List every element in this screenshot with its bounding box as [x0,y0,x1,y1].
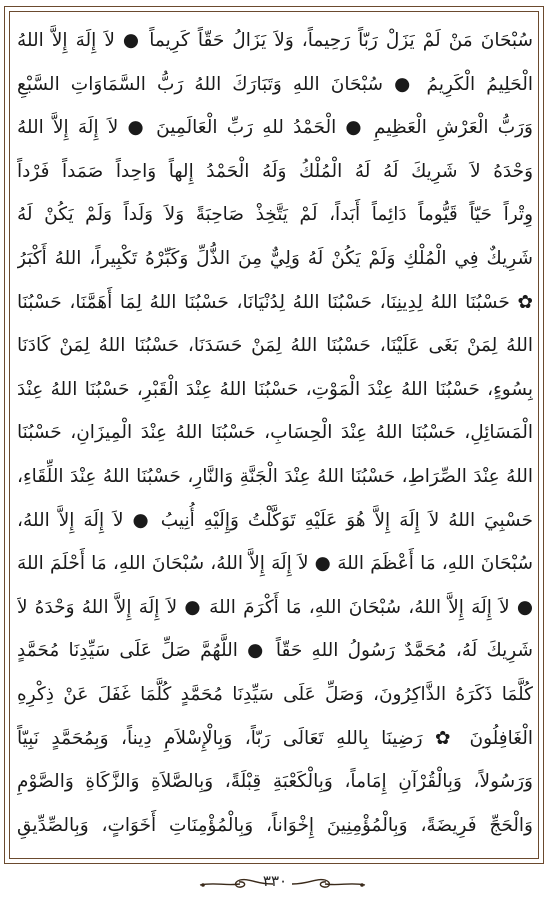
text-line: ● لاَ إِلَهَ إِلاَّ اللهُ، سُبْحَانَ اللهِ، مَا أَكْرَمَ اللهَ ● لاَ إِلَهَ إِلاَّ اللهُ وَحْدَهُ لاَ [17,597,533,618]
text-line: اللهُ عِنْدَ الصِّرَاطِ، حَسْبُنَا اللهُ عِنْدَ الْجَنَّةِ وَالنَّارِ، حَسْبُنَا اللهُ عِنْدَ اللِّقَاءِ، [17,466,533,487]
prayer-text-block [17,22,533,852]
text-line: كُلَّمَا ذَكَرَهُ الذَّاكِرُونَ، وَصَلِّ عَلَى سَيِّدِنَا مُحَمَّدٍ كُلَّمَا غَفَلَ عَنْ ذِكْرِهِ [17,684,533,705]
text-line: الْغَافِلُونَ ✿ رَضِينَا بِاللهِ تَعَالَى رَبّاً، وَبِالْإِسْلاَمِ دِيناً، وَبِمُحَمَّدٍ نَبِيّاً [17,728,533,749]
text-line: الْحَلِيمُ الْكَرِيمُ ● سُبْحَانَ اللهِ وَتَبَارَكَ اللهُ رَبُّ السَّمَاوَاتِ السَّبْعِ [17,74,533,95]
right-ornament-icon [290,874,370,894]
page-footer [0,866,550,900]
text-line: وَرَسُولاً، وَبِالْقُرْآنِ إِمَاماً، وَبِالْكَعْبَةِ قِبْلَةً، وَبِالصَّلاَةِ وَالزَّكَاةِ وَالصَّوْمِ [17,771,533,792]
text-line: سُبْحَانَ مَنْ لَمْ يَزَلْ رَبّاً رَحِيماً، وَلاَ يَزَالُ حَقّاً كَرِيماً ● لاَ إِلَهَ إِلاَّ اللهُ [17,30,533,51]
text-line: الْمَسَائِلِ، حَسْبُنَا اللهُ عِنْدَ الْحِسَابِ، حَسْبُنَا اللهُ عِنْدَ الْمِيزَانِ، حَسْبُنَا [17,422,533,443]
text-line: حَسْبِيَ اللهُ لاَ إِلَهَ إِلاَّ هُوَ عَلَيْهِ تَوَكَّلْتُ وَإِلَيْهِ أُنِيبُ ● لاَ إِلَهَ إِلاَّ اللهُ، [17,510,533,531]
text-line: سُبْحَانَ اللهِ، مَا أَعْظَمَ اللهَ ● لاَ إِلَهَ إِلاَّ اللهُ، سُبْحَانَ اللهِ، مَا أَحْلَمَ اللهَ [17,553,533,574]
text-line: وَحْدَهُ لاَ شَرِيكَ لَهُ لَهُ الْمُلْكُ وَلَهُ الْحَمْدُ إِلهاً وَاحِداً صَمَداً فَرْداً [17,161,533,182]
text-line: شَرِيكَ لَهُ، مُحَمَّدٌ رَسُولُ اللهِ حَقّاً ● اللَّهُمَّ صَلِّ عَلَى سَيِّدِنَا مُحَمَّدٍ [17,640,533,661]
text-line: اللهُ لِمَنْ بَغَى عَلَيْنَا، حَسْبُنَا اللهُ لِمَنْ حَسَدَنَا، حَسْبُنَا اللهُ لِمَنْ كَادَنَا [17,335,533,356]
page-number: ٣٣٠ [262,872,288,890]
text-line: ✿ حَسْبُنَا اللهُ لِدِينِنَا، حَسْبُنَا اللهُ لِدُنْيَانَا، حَسْبُنَا اللهُ لِمَا أَهَمَّنَا، حَسْبُنَا [17,292,533,313]
text-line: شَرِيكٌ فِي الْمُلْكِ وَلَمْ يَكُنْ لَهُ وَلِيٌّ مِنَ الذُّلِّ وَكَبِّرْهُ تَكْبِيراً، اللهُ أَكْبَرُ [17,248,533,269]
text-line: وَالْحَجِّ فَرِيضَةً، وَبِالْمُؤْمِنِينَ إِخْوَاناً، وَبِالْمُؤْمِنَاتِ أَخَوَاتٍ، وَبِالصِّدِّيقِ [17,815,533,836]
text-line: وِتْراً حَيّاً قَيُّوماً دَائِماً أَبَداً، لَمْ يَتَّخِذْ صَاحِبَةً وَلاَ وَلَداً وَلَمْ يَكُنْ لَهُ [17,204,533,225]
text-line: بِسُوءٍ، حَسْبُنَا اللهُ عِنْدَ الْمَوْتِ، حَسْبُنَا اللهُ عِنْدَ الْقَبْرِ، حَسْبُنَا اللهُ عِنْدَ [17,379,533,400]
text-line: وَرَبُّ الْعَرْشِ الْعَظِيمِ ● الْحَمْدُ للهِ رَبِّ الْعَالَمِينَ ● لاَ إِلَهَ إِلاَّ اللهُ [17,117,533,138]
